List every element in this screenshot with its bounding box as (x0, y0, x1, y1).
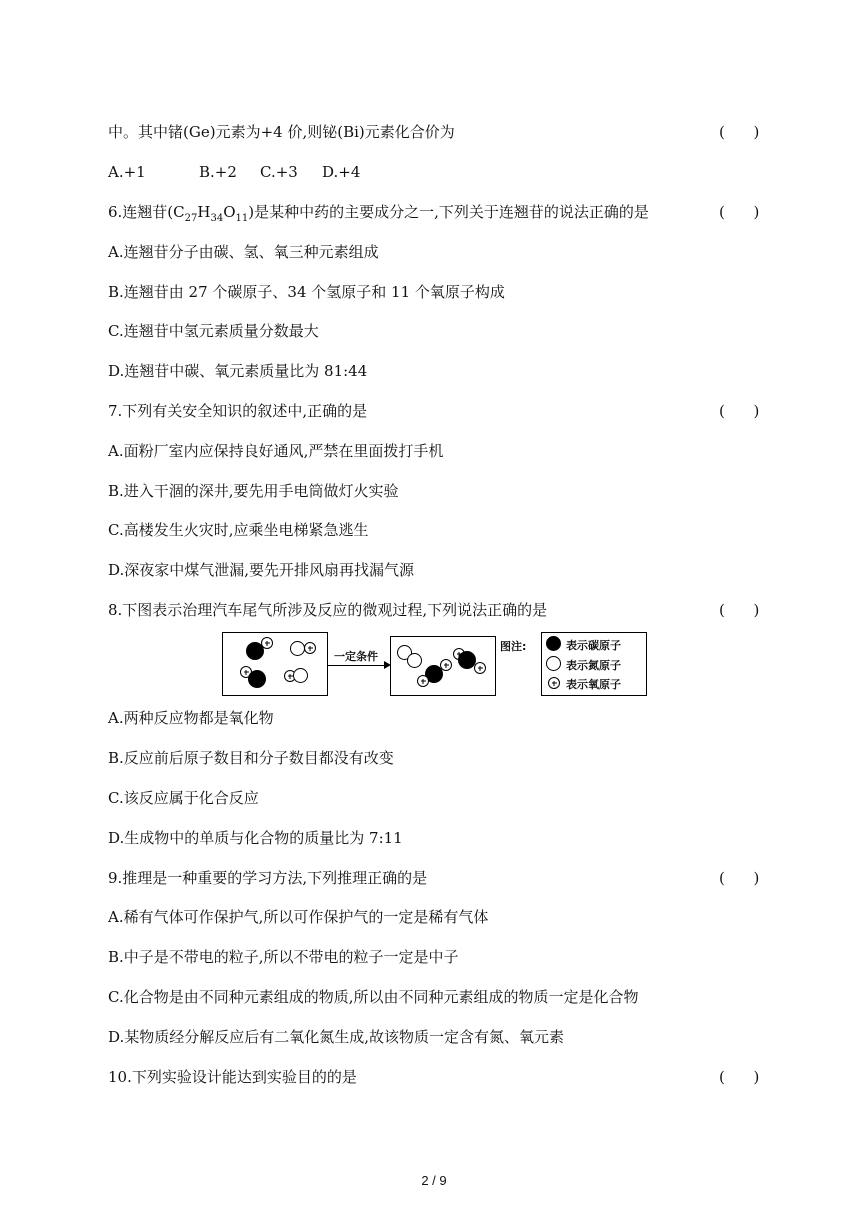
q6-option-a: A.连翘苷分子由碳、氢、氧三种元素组成 (108, 243, 379, 261)
carbon-atom-icon (546, 636, 561, 651)
q8-option-d: D.生成物中的单质与化合物的质量比为 7:11 (108, 829, 403, 847)
q8-stem: 8.下图表示治理汽车尾气所涉及反应的微观过程,下列说法正确的是 (108, 601, 548, 619)
oxygen-atom (261, 637, 273, 649)
q7-answer-paren: ( ) (719, 402, 760, 420)
q6-option-b: B.连翘苷由 27 个碳原子、34 个氢原子和 11 个氧原子构成 (108, 283, 505, 301)
legend-box (541, 632, 647, 696)
q5-option-b: B.+2 (199, 163, 237, 181)
q7-option-d: D.深夜家中煤气泄漏,要先开排风扇再找漏气源 (108, 561, 415, 579)
q7-option-c: C.高楼发生火灾时,应乘坐电梯紧急逃生 (108, 521, 369, 539)
q5-options (108, 162, 360, 182)
products-box (390, 636, 496, 696)
q7-option-b: B.进入干涸的深井,要先用手电筒做灯火实验 (108, 482, 399, 500)
q9-stem: 9.推理是一种重要的学习方法,下列推理正确的是 (108, 869, 428, 887)
reaction-diagram (222, 632, 652, 696)
q8-answer-paren: ( ) (719, 601, 760, 619)
q7-option-a: A.面粉厂室内应保持良好通风,严禁在里面拨打手机 (108, 442, 444, 460)
q9-option-b: B.中子是不带电的粒子,所以不带电的粒子一定是中子 (108, 948, 459, 966)
oxygen-atom (474, 662, 486, 674)
nitrogen-atom (293, 668, 308, 683)
q9-option-c: C.化合物是由不同种元素组成的物质,所以由不同种元素组成的物质一定是化合物 (108, 988, 639, 1006)
arrow-label: 一定条件 (334, 650, 378, 663)
nitrogen-atom-icon (546, 656, 561, 671)
q7-stem: 7.下列有关安全知识的叙述中,正确的是 (108, 402, 368, 420)
q6-stem: 6.连翘苷$(C_{27}H_{34}O_{11})$是某种中药的主要成分之一,下列关于连翘苷的说法正确的是 (108, 203, 649, 224)
reaction-arrow (328, 665, 388, 666)
q9-answer-paren: ( ) (719, 869, 760, 887)
carbon-atom (248, 670, 266, 688)
q5-answer-paren: ( ) (719, 123, 760, 141)
q10-stem: 10.下列实验设计能达到实验目的的是 (108, 1068, 357, 1086)
q9-option-d: D.某物质经分解反应后有二氧化氮生成,故该物质一定含有氮、氧元素 (108, 1028, 565, 1046)
q6-option-c: C.连翘苷中氢元素质量分数最大 (108, 322, 319, 340)
q8-option-a: A.两种反应物都是氧化物 (108, 709, 274, 727)
legend-title: 图注: (500, 640, 527, 653)
q5-stem: 中。其中锗(Ge)元素为+4 价,则铋(Bi)元素化合价为 (108, 123, 455, 141)
reactants-box (222, 632, 328, 696)
q6-answer-paren: ( ) (719, 203, 760, 221)
oxygen-atom (304, 642, 316, 654)
legend-nitrogen: 表示氮原子 (566, 659, 621, 672)
q8-option-c: C.该反应属于化合反应 (108, 789, 259, 807)
q5-option-a: A.+1 (108, 163, 146, 181)
q6-option-d: D.连翘苷中碳、氧元素质量比为 81:44 (108, 362, 368, 380)
q9-option-a: A.稀有气体可作保护气,所以可作保护气的一定是稀有气体 (108, 908, 489, 926)
nitrogen-atom (407, 653, 422, 668)
legend-carbon: 表示碳原子 (566, 639, 621, 652)
q5-option-c: C.+3 (260, 163, 298, 181)
oxygen-atom-icon (548, 677, 560, 689)
legend-oxygen: 表示氧原子 (566, 678, 621, 691)
q10-answer-paren: ( ) (719, 1068, 760, 1086)
oxygen-atom (417, 675, 429, 687)
q5-option-d: D.+4 (322, 163, 361, 181)
page-number: 2 / 9 (421, 1173, 447, 1188)
q8-option-b: B.反应前后原子数目和分子数目都没有改变 (108, 749, 394, 767)
nitrogen-atom (290, 641, 305, 656)
oxygen-atom (440, 659, 452, 671)
